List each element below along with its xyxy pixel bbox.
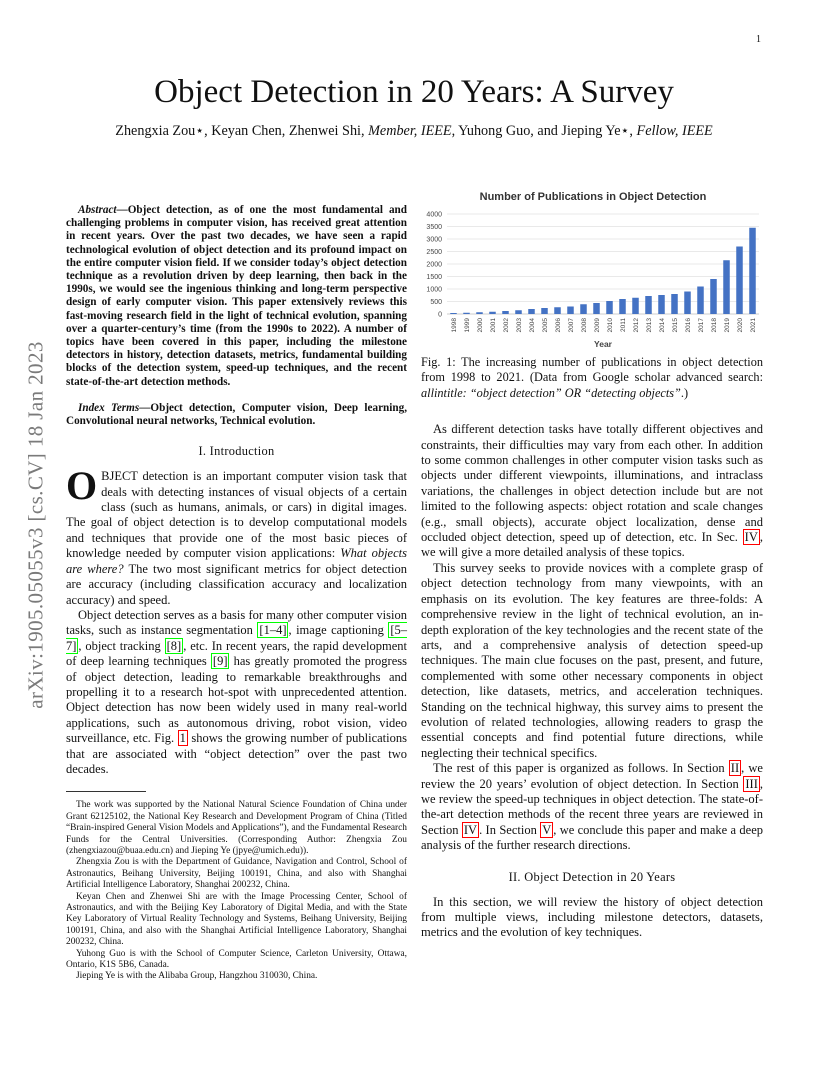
chart-x-tick-label: 2019: [724, 318, 731, 333]
chart-y-tick-label: 2500: [426, 249, 442, 256]
left-column: [66, 204, 407, 983]
index-terms: [66, 402, 407, 428]
intro-p1-a: BJECT detection is an important computer vision task that deals with detecting instances of visual objects of a certain class (such as humans, animals, or cars) in digital images. The goal of object detection is to develop computational models and techniques that provide one of the most basic pieces of knowledge needed by computer vision applications:: [66, 469, 407, 561]
chart-y-tick-label: 4000: [426, 211, 442, 219]
index-terms-lead: Index Terms: [78, 401, 140, 414]
citation-link-1-4[interactable]: [1–4]: [259, 623, 287, 638]
chart-x-tick-label: 2000: [477, 318, 484, 333]
section-link-v[interactable]: V: [542, 822, 552, 837]
index-terms-text: —Object detection, Computer vision, Deep learning, Convolutional neural networks, Technical evolution.: [66, 401, 407, 428]
chart-bar: [723, 260, 730, 314]
right-p3-e: , we conclude this paper and make a deep analysis of the further research directions.: [421, 822, 763, 853]
figure-caption: [421, 355, 763, 401]
chart-x-tick-label: 2008: [581, 318, 588, 333]
abstract-text: —Object detection, as of one the most fundamental and challenging problems in computer vision, has received great attention in recent years. Over the past two decades, we have seen a rapid technological evolution of object detection and its profound impact on the entire computer vision field. If we consider today’s object detection technique as a revolution driven by deep learning, then back in the 1990s, we would see the ingenious thinking and long-term perspective design of early computer vision. This paper extensively reviews this fast-moving research field in the light of technical evolution, spanning over a quarter-century’s time (from the 1990s to 2022). A number of topics have been covered in this paper, including the milestone detectors in history, detection datasets, metrics, fundamental building blocks of the detection system, speed-up techniques, and the recent state-of-the-art detection methods.: [66, 204, 407, 388]
chart-x-tick-label: 1998: [451, 318, 458, 333]
right-p3-c: , we review the speed-up techniques in object detection. The state-of-the-art detection methods of the recent three years are reviewed in Section: [421, 776, 763, 837]
citation-link-9[interactable]: [9]: [212, 654, 228, 669]
chart-x-tick-label: 2006: [555, 318, 562, 333]
chart-bars: [450, 228, 756, 314]
arxiv-stamp: [20, 290, 52, 760]
page-number: 1: [756, 34, 761, 45]
section-heading-object-detection-20-years: [421, 870, 763, 885]
chart-y-tick-label: 1500: [426, 274, 442, 281]
chart-bar: [671, 294, 678, 314]
author-list: [60, 123, 768, 140]
chart-bar: [658, 295, 665, 314]
right-paragraph-1: [421, 422, 763, 561]
right-paragraph-4: In this section, we will review the history of object detection from multiple views, including milestone detectors, datasets, metrics and the evolution of key techniques.: [421, 894, 763, 940]
chart-y-tick-labels: [426, 212, 442, 319]
abstract: [66, 204, 407, 389]
right-paragraph-2: This survey seeks to provide novices with a complete grasp of object detection technology from many viewpoints, with an emphasis on its evolution. The key features are three-folds: A comprehensive review in the light of technical evolution, an in-depth exploration of the key technologies and the recent state of the arts, and a comprehensive analysis of detection speed-up techniques. The main clue focuses on the past, present, and future, complemented with some other necessary components in object detection, like datasets, metrics, and acceleration techniques. Standing on the technical highway, this survey aims to present the evolution of related technologies, allowing readers to grasp the essential concepts and find potential future directions, while neglecting their technical specifics.: [421, 560, 763, 760]
chart-y-tick-label: 2000: [426, 261, 442, 269]
intro-p2-a: Object detection serves as a basis for many other computer vision tasks, such as instance segmentation: [66, 607, 407, 638]
chart-bar: [736, 247, 743, 315]
arxiv-stamp-text: arXiv:1905.05055v3 [cs.CV] 18 Jan 2023: [23, 341, 48, 709]
abstract-lead: Abstract: [78, 204, 117, 216]
chart-bar: [684, 292, 691, 315]
chart-bar: [528, 309, 535, 314]
chart-x-tick-label: 2004: [529, 318, 536, 333]
chart-x-tick-label: 2001: [490, 318, 497, 333]
chart-x-tick-label: 2002: [503, 318, 510, 333]
chart-bar: [593, 303, 600, 314]
chart-bar: [619, 299, 626, 314]
right-column: [421, 188, 763, 941]
intro-p2-f: shows the growing number of publications that are associated with “object detection” over the past two decades.: [66, 731, 407, 776]
chart-x-tick-label: 2017: [698, 318, 705, 333]
chart-x-tick-label: 2016: [685, 318, 692, 333]
right-paragraph-3: [421, 761, 763, 853]
chart-x-tick-label: 2009: [594, 318, 601, 333]
chart-bar: [463, 313, 470, 314]
chart-bar: [476, 312, 483, 314]
chart-x-tick-label: 2020: [737, 318, 744, 333]
footnote-chen-shi: Keyan Chen and Zhenwei Shi are with the Image Processing Center, School of Astronautics, and with the Beijing Key Laboratory of Digital Media, and with the State Key Laboratory of Virtual Reality Technology and Systems, Beihang University, Beijing 100191, China, and also with the Shanghai Artificial Intelligence Laboratory, Shanghai 200232, China.: [66, 891, 407, 948]
paper-title: Object Detection in 20 Years: A Survey: [154, 74, 674, 110]
section-heading-introduction: [66, 444, 407, 459]
chart-svg: [421, 188, 763, 348]
chart-bar: [580, 304, 587, 314]
chart-bar: [697, 287, 704, 315]
authors-fellow: Fellow, IEEE: [636, 123, 713, 139]
right-p3-d: . In Section: [479, 822, 541, 837]
right-p1-b: , we will give a more detailed analysis of these topics.: [421, 530, 763, 560]
chart-x-tick-label: 2003: [516, 318, 523, 333]
section-link-iii[interactable]: III: [745, 776, 758, 791]
chart-x-tick-label: 2005: [542, 318, 549, 333]
section-link-ii[interactable]: II: [730, 761, 740, 776]
intro-p1-b: The two most significant metrics for object detection are accuracy (including classification accuracy and localization accuracy) and speed.: [66, 561, 407, 607]
intro-heading-text: I. Introduction: [198, 444, 275, 459]
chart-bar: [567, 307, 574, 315]
chart-y-tick-label: 0: [438, 311, 442, 319]
caption-a: Fig. 1: The increasing number of publications in object detection from 1998 to 2021. (Data from Google scholar advanced search:: [421, 355, 763, 385]
chart-x-tick-label: 2013: [646, 318, 653, 333]
chart-bar: [515, 310, 522, 314]
intro-p2-d: , etc. In recent years, the rapid development of deep learning techniques: [66, 638, 407, 669]
footnote-guo: Yuhong Guo is with the School of Computer Science, Carleton University, Ottawa, Ontario, K1S 5B6, Canada.: [66, 948, 407, 971]
chart-bar: [502, 311, 509, 314]
chart-bar: [541, 308, 548, 314]
caption-b: .): [680, 385, 689, 400]
intro-p2-c: , object tracking: [78, 638, 165, 653]
authors-part2: , Yuhong Guo, and Jieping Ye⋆,: [451, 123, 637, 139]
footnote-ye: Jieping Ye is with the Alibaba Group, Hangzhou 310030, China.: [76, 971, 318, 982]
intro-paragraph-2: [66, 608, 407, 777]
intro-p2-e: has greatly promoted the progress of object detection, leading to remarkable breakthroughs and propelling it to a research hot-spot with unprecedented attention. Object detection has now been widely used in many real-world applications, such as autonomous driving, robot vision, video surveillance, etc. Fig.: [66, 654, 407, 746]
chart-bar: [710, 279, 717, 314]
figure-link-1[interactable]: 1: [179, 731, 186, 746]
chart-y-tick-label: 3500: [426, 224, 442, 231]
chart-x-tick-label: 2015: [672, 318, 679, 333]
authors-part1: Zhengxia Zou⋆, Keyan Chen, Zhenwei Shi,: [115, 123, 369, 139]
chart-bar: [489, 312, 496, 314]
section-link-iv[interactable]: IV: [744, 530, 758, 545]
right-p3-a: The rest of this paper is organized as follows. In Section: [433, 761, 729, 776]
chart-x-tick-label: 2010: [607, 318, 614, 333]
caption-italic: allintitle: “object detection” OR “detecting objects”: [421, 385, 681, 400]
chart-x-tick-label: 2021: [750, 318, 757, 333]
chart-y-tick-label: 1000: [426, 286, 442, 294]
chart-x-tick-label: 2011: [620, 318, 627, 332]
citation-link-8[interactable]: [8]: [166, 638, 182, 653]
footnote-zou: Zhengxia Zou is with the Department of Guidance, Navigation and Control, School of Astronautics, Beihang University, Beijing 100191, China, and also with Shanghai Artificial Intelligence Laboratory, Shanghai 200232, China.: [66, 857, 407, 891]
chart-y-tick-label: 500: [430, 299, 442, 306]
chart-x-tick-label: 2018: [711, 318, 718, 333]
section-link-iv-2[interactable]: IV: [463, 822, 478, 837]
chart-bar: [450, 313, 457, 314]
chart-y-tick-label: 3000: [426, 236, 442, 244]
chart-x-tick-label: 2012: [633, 318, 640, 333]
chart-bar: [632, 298, 639, 314]
footnote-funding: The work was supported by the National Natural Science Foundation of China under Grant 62125102, the National Key Research and Development Program of China (Titled “Brain-inspired General Vision Models and Applications”), and the Fundamental Research Funds for the Central Universities. (Corresponding Author: Zhengxia Zou (zhengxiazou@buaa.edu.cn) and Jieping Ye (jpye@umich.edu)).: [66, 800, 407, 856]
chart-x-axis-label: Year: [594, 339, 612, 348]
chart-bar: [645, 296, 652, 314]
intro-p1-italic: What objects are where?: [66, 546, 407, 576]
citation-link-5-7[interactable]: [5–7]: [66, 623, 407, 653]
footnote-divider: [66, 791, 146, 792]
footnotes: [66, 800, 407, 983]
right-p1-a: As different detection tasks have totally different objectives and constraints, their difficulties may vary from each other. In addition to some common challenges in other computer vision tasks such as objects under different viewpoints, illuminations, and intraclass variations, the challenges in object detection include but are not limited to the following aspects: object rotation and scale changes (e.g., small objects), accurate object localization, dense and occluded object detection, speed up of detection, etc. In Sec.: [421, 422, 763, 545]
intro-paragraph-1: [66, 463, 407, 608]
chart-x-tick-label: 2014: [659, 318, 666, 333]
chart-x-tick-labels: [451, 318, 757, 333]
drop-cap: O: [66, 463, 98, 509]
publications-chart: [421, 188, 763, 348]
sec2-heading-text: II. Object Detection in 20 Years: [508, 869, 676, 884]
chart-bar: [606, 301, 613, 314]
chart-title: Number of Publications in Object Detection: [479, 191, 707, 203]
intro-p2-b: , image captioning: [288, 623, 389, 638]
chart-bar: [749, 228, 756, 314]
right-p3-b: , we review the 20 years’ evolution of object detection. In Section: [421, 761, 763, 791]
chart-x-tick-label: 2007: [568, 318, 575, 333]
authors-member: Member, IEEE: [368, 123, 452, 139]
chart-x-tick-label: 1999: [464, 318, 471, 333]
chart-bar: [554, 307, 561, 314]
